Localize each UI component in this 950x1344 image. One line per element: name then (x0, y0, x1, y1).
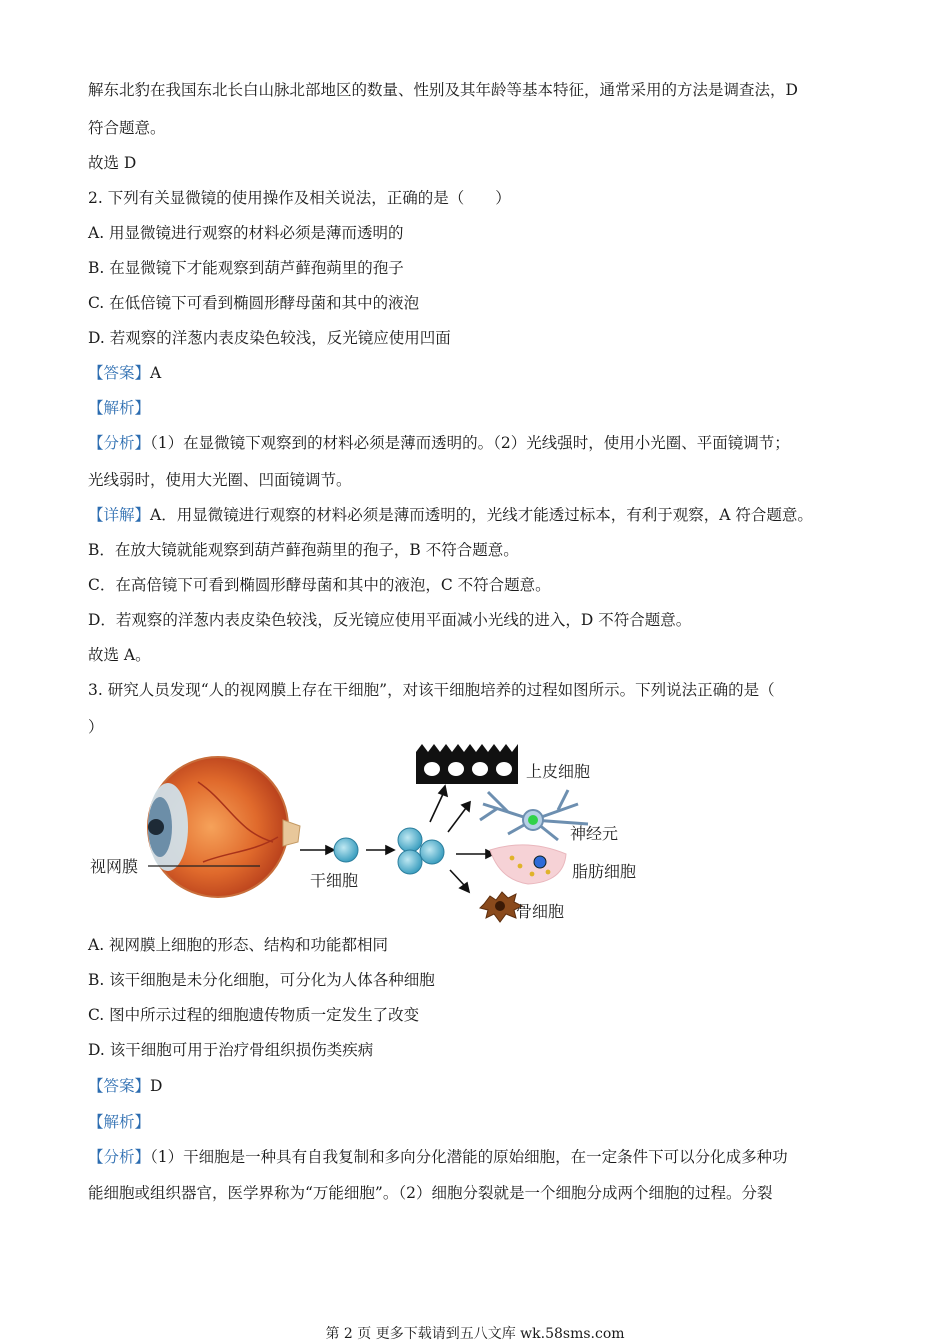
text-line (88, 433, 790, 453)
line-text: C．在高倍镜下可看到椭圆形酵母菌和其中的液泡，C 不符合题意。 (88, 576, 551, 594)
line-text: B. 该干细胞是未分化细胞，可分化为人体各种细胞 (88, 971, 435, 989)
text-line (88, 258, 404, 278)
line-text: A. 视网膜上细胞的形态、结构和功能都相同 (88, 936, 389, 954)
line-text: A (150, 364, 162, 382)
section-tag: 【解析】 (88, 399, 151, 417)
label-stem-cell: 干细胞 (310, 871, 359, 890)
line-text: （1）在显微镜下观察到的材料必须是薄而透明的。（2）光线强时，使用小光圈、平面镜调节； (150, 434, 790, 452)
epithelial-cells (416, 744, 518, 784)
fat-cell (490, 845, 566, 884)
text-line (88, 1147, 788, 1167)
label-bone-cell: 骨细胞 (516, 902, 565, 921)
line-text: A. 用显微镜进行观察的材料必须是薄而透明的 (88, 224, 404, 242)
label-epithelial-cell: 上皮细胞 (526, 762, 591, 781)
text-line (88, 1040, 373, 1060)
text-line (88, 610, 691, 630)
text-line (88, 398, 150, 418)
section-tag: 【详解】 (88, 506, 151, 524)
section-tag: 【解析】 (88, 1113, 151, 1131)
stem-cell (334, 838, 358, 862)
line-text: D．若观察的洋葱内表皮染色较浅，反光镜应使用平面减小光线的进入，D 不符合题意。 (88, 611, 692, 629)
line-text: C. 图中所示过程的细胞遗传物质一定发生了改变 (88, 1006, 420, 1024)
line-text: B. 在显微镜下才能观察到葫芦藓孢蒴里的孢子 (88, 259, 404, 277)
line-text: 故选 A。 (88, 646, 151, 664)
line-text: D (150, 1077, 163, 1095)
text-line (88, 1076, 162, 1096)
line-text: C. 在低倍镜下可看到椭圆形酵母菌和其中的液泡 (88, 294, 420, 312)
text-line (88, 505, 813, 525)
text-line (88, 118, 166, 138)
eye-illustration (148, 757, 300, 897)
text-line (88, 1112, 150, 1132)
line-text: ） (88, 718, 104, 736)
line-text: 解东北豹在我国东北长白山脉北部地区的数量、性别及其年龄等基本特征，通常采用的方法是调查法，D (88, 81, 798, 99)
line-text: 故选 D (88, 154, 137, 172)
page-footer: 第 2 页 更多下载请到五八文库 wk.58sms.com (325, 1326, 625, 1342)
text-line (88, 680, 775, 700)
line-text: A．用显微镜进行观察的材料必须是薄而透明的，光线才能透过标本，有利于观察，A 符合题意。 (150, 506, 813, 524)
text-line (88, 717, 104, 737)
section-tag: 【分析】 (88, 434, 151, 452)
line-text: D. 该干细胞可用于治疗骨组织损伤类疾病 (88, 1041, 374, 1059)
text-line (88, 80, 798, 100)
text-line (88, 153, 136, 173)
text-line (88, 363, 161, 383)
text-line (88, 1183, 772, 1203)
line-text: 2. 下列有关显微镜的使用操作及相关说法，正确的是（ ） (88, 189, 511, 207)
label-fat-cell: 脂肪细胞 (572, 862, 637, 881)
text-line (88, 293, 419, 313)
line-text: （1）干细胞是一种具有自我复制和多向分化潜能的原始细胞，在一定条件下可以分化成多种功 (150, 1148, 788, 1166)
text-line (88, 188, 511, 208)
line-text: 能细胞或组织器官，医学界称为“万能细胞”。（2）细胞分裂就是一个细胞分成两个细胞的过程。分裂 (88, 1184, 773, 1202)
line-text: D. 若观察的洋葱内表皮染色较浅，反光镜应使用凹面 (88, 329, 451, 347)
text-line (88, 575, 551, 595)
text-line (88, 1005, 419, 1025)
text-line (88, 540, 519, 560)
text-line (88, 470, 352, 490)
line-text: 光线弱时，使用大光圈、凹面镜调节。 (88, 471, 352, 489)
dividing-cells (398, 828, 444, 874)
text-line (88, 970, 435, 990)
section-tag: 【答案】 (88, 364, 151, 382)
text-line (88, 328, 451, 348)
label-retina: 视网膜 (90, 857, 139, 876)
text-line (88, 645, 151, 665)
stem-cell-diagram (88, 742, 648, 927)
label-neuron: 神经元 (570, 824, 619, 843)
section-tag: 【分析】 (88, 1148, 151, 1166)
text-line (88, 935, 388, 955)
line-text: B．在放大镜就能观察到葫芦藓孢蒴里的孢子，B 不符合题意。 (88, 541, 519, 559)
section-tag: 【答案】 (88, 1077, 151, 1095)
line-text: 符合题意。 (88, 119, 166, 137)
line-text: 3. 研究人员发现“人的视网膜上存在干细胞”，对该干细胞培养的过程如图所示。下列说法正确的是（ (88, 681, 775, 699)
text-line (88, 223, 404, 243)
